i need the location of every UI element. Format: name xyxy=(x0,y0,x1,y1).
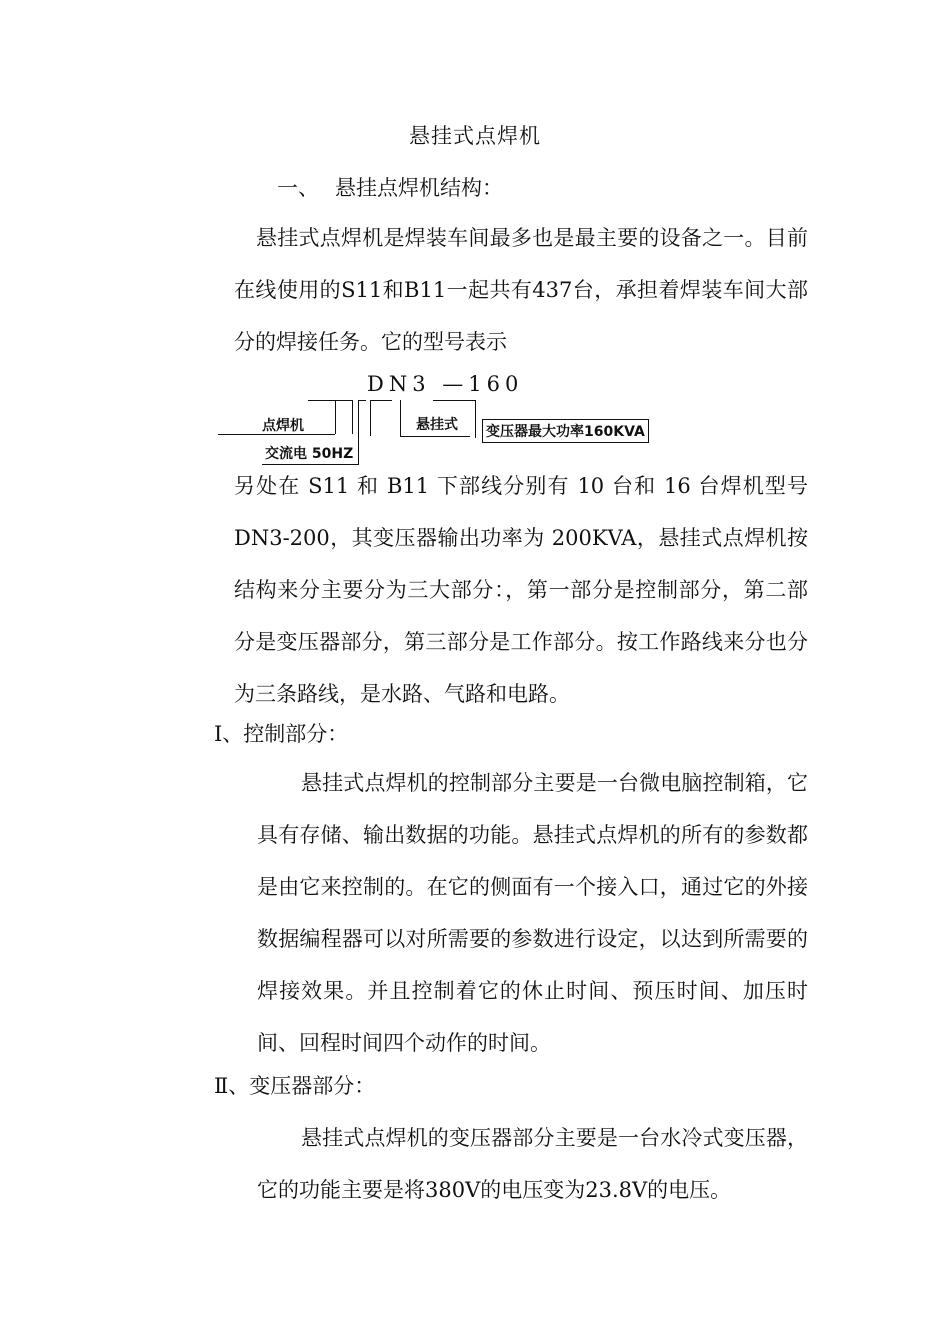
diagram-line xyxy=(400,436,470,437)
label-transformer-power: 变压器最大功率160KVA xyxy=(482,419,649,443)
diagram-line xyxy=(475,400,476,438)
heading-transformer-section: Ⅱ、变压器部分： xyxy=(214,1074,376,1098)
diagram-line xyxy=(370,400,392,401)
model-number-diagram xyxy=(210,370,670,470)
diagram-line xyxy=(308,400,352,401)
label-spot-welder: 点焊机 xyxy=(262,418,304,434)
diagram-line xyxy=(400,400,401,436)
diagram-line xyxy=(352,400,353,434)
document-title: 悬挂式点焊机 xyxy=(409,124,541,148)
structure-paragraph: 另处在 S11 和 B11 下部线分别有 10 台和 16 台焊机型号DN3-200，其变压器输出功率为 200KVA，悬挂式点焊机按结构来分主要分为三大部分：，第一部分是控制部分，第二部分是变压器部分，第三部分是工作部分。按工作路线来分也分为三条路线，是水路、气路和电路。 xyxy=(234,474,808,706)
diagram-line xyxy=(358,400,359,464)
diagram-line xyxy=(358,400,366,401)
control-paragraph: 悬挂式点焊机的控制部分主要是一台微电脑控制箱，它具有存储、输出数据的功能。悬挂式点焊机的所有的参数都是由它来控制的。在它的侧面有一个接入口，通过它的外接数据编程器可以对所需要的参数进行设定，以达到所需要的焊接效果。并且控制着它的休止时间、预压时间、加压时间、回程时间四个动作的时间。 xyxy=(257,771,808,1055)
model-code: DN3 —160 xyxy=(367,372,524,396)
transformer-paragraph: 悬挂式点焊机的变压器部分主要是一台水冷式变压器，它的功能主要是将380V的电压变为23.8V的电压。 xyxy=(257,1126,808,1202)
diagram-line xyxy=(370,400,371,436)
section-number: 一、 xyxy=(277,176,319,200)
diagram-line xyxy=(433,400,475,401)
label-ac-50hz: 交流电 50HZ xyxy=(265,446,354,462)
label-hanging-type: 悬挂式 xyxy=(416,417,458,433)
intro-paragraph: 悬挂式点焊机是焊装车间最多也是最主要的设备之一。目前在线使用的S11和B11一起共有437台，承担着焊装车间大部分的焊接任务。它的型号表示 xyxy=(234,226,808,354)
section-heading-structure xyxy=(277,172,503,202)
diagram-line xyxy=(335,400,336,434)
section-heading-text: 悬挂点焊机结构： xyxy=(335,176,503,200)
heading-control-section: Ⅰ、控制部分： xyxy=(214,722,349,746)
